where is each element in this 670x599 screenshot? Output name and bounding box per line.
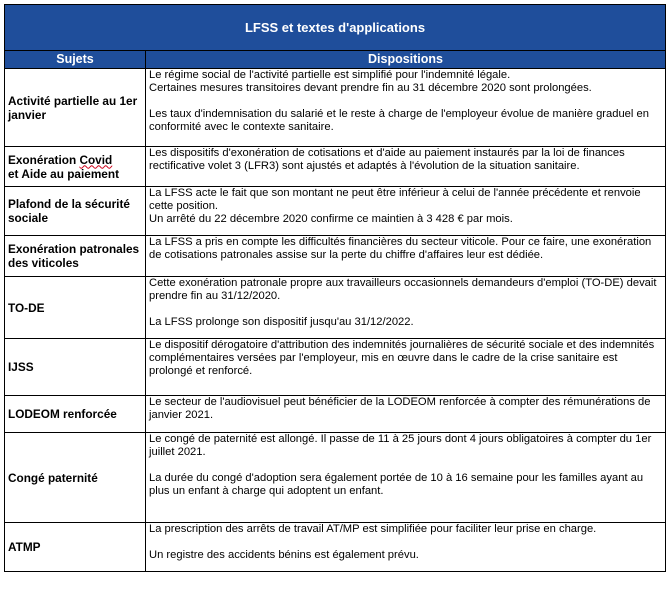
- lfss-table-container: [4, 4, 665, 572]
- spellcheck-marked-word: Covid: [79, 152, 113, 167]
- row-provisions: [146, 277, 666, 339]
- row-subject: Exonération Covid et Aide au paiement: [5, 147, 146, 187]
- provision-paragraph: Le congé de paternité est allongé. Il passe de 11 à 25 jours dont 4 jours obligatoires à compter du 1er juillet 2021.: [149, 433, 652, 458]
- row-provisions: [146, 187, 666, 236]
- row-subject: ATMP: [5, 523, 146, 572]
- header-provisions: Dispositions: [146, 51, 666, 69]
- table-row: [5, 523, 666, 572]
- row-provisions: [146, 69, 666, 147]
- provision-paragraph: Les dispositifs d'exonération de cotisations et d'aide au paiement instaurés par la loi de finances rectificative volet 3 (LFR3) sont ajustés et adaptés à l'évolution de la situation sanitaire.: [149, 147, 625, 172]
- provision-paragraph: La prescription des arrêts de travail AT/MP est simplifiée pour faciliter leur prise en charge.: [149, 523, 597, 535]
- table-row: [5, 187, 666, 236]
- table-title: LFSS et textes d'applications: [5, 5, 666, 51]
- provision-paragraph: Les taux d'indemnisation du salarié et le reste à charge de l'employeur évolue de manière graduel en conformité avec le contexte sanitaire.: [149, 108, 649, 133]
- provision-paragraph: Un registre des accidents bénins est également prévu.: [149, 549, 419, 561]
- provision-paragraph: La LFSS prolonge son dispositif jusqu'au 31/12/2022.: [149, 316, 414, 328]
- table-row: [5, 69, 666, 147]
- row-provisions: [146, 396, 666, 433]
- row-provisions: [146, 339, 666, 396]
- row-provisions: [146, 523, 666, 572]
- row-subject: IJSS: [5, 339, 146, 396]
- header-subjects: Sujets: [5, 51, 146, 69]
- table-row: [5, 339, 666, 396]
- table-row: [5, 396, 666, 433]
- row-provisions: [146, 433, 666, 523]
- provision-paragraph: Cette exonération patronale propre aux travailleurs occasionnels demandeurs d'emploi (TO-DE) devait prendre fin au 31/12/2020.: [149, 277, 657, 302]
- row-provisions: [146, 236, 666, 277]
- table-row: [5, 277, 666, 339]
- table-row: [5, 433, 666, 523]
- provision-paragraph: La durée du congé d'adoption sera également portée de 10 à 16 semaine pour les familles ayant au plus un enfant à charge qui adoptent un enfant.: [149, 472, 644, 497]
- provision-paragraph: Le régime social de l'activité partielle est simplifié pour l'indemnité légale. Certaines mesures transitoires devant prendre fin au 31 décembre 2020 sont prolongées.: [149, 69, 592, 94]
- table-row: [5, 236, 666, 277]
- row-subject: Plafond de la sécurité sociale: [5, 187, 146, 236]
- provision-paragraph: La LFSS acte le fait que son montant ne peut être inférieur à celui de l'année précédente et renvoie cette position. Un arrêté du 22 décembre 2020 confirme ce maintien à 3 428 € par mois.: [149, 187, 641, 225]
- provision-paragraph: La LFSS a pris en compte les difficultés financières du secteur viticole. Pour ce faire, une exonération de cotisations patronales assise sur la perte du chiffre d'affaires leur est dédiée.: [149, 236, 652, 261]
- row-subject: Congé paternité: [5, 433, 146, 523]
- row-subject: Exonération patronales des viticoles: [5, 236, 146, 277]
- row-provisions: [146, 147, 666, 187]
- row-subject: LODEOM renforcée: [5, 396, 146, 433]
- table-row: [5, 147, 666, 187]
- lfss-table: [4, 4, 666, 572]
- provision-paragraph: Le secteur de l'audiovisuel peut bénéficier de la LODEOM renforcée à compter des rémunérations de janvier 2021.: [149, 396, 651, 421]
- row-subject: TO-DE: [5, 277, 146, 339]
- provision-paragraph: Le dispositif dérogatoire d'attribution des indemnités journalières de sécurité sociale et des indemnités complémentaires versées par l'employeur, mis en œuvre dans le cadre de la crise sanitaire est prolongé et renforcé.: [149, 339, 655, 377]
- title-row: [5, 5, 666, 51]
- header-row: [5, 51, 666, 69]
- row-subject: Activité partielle au 1er janvier: [5, 69, 146, 147]
